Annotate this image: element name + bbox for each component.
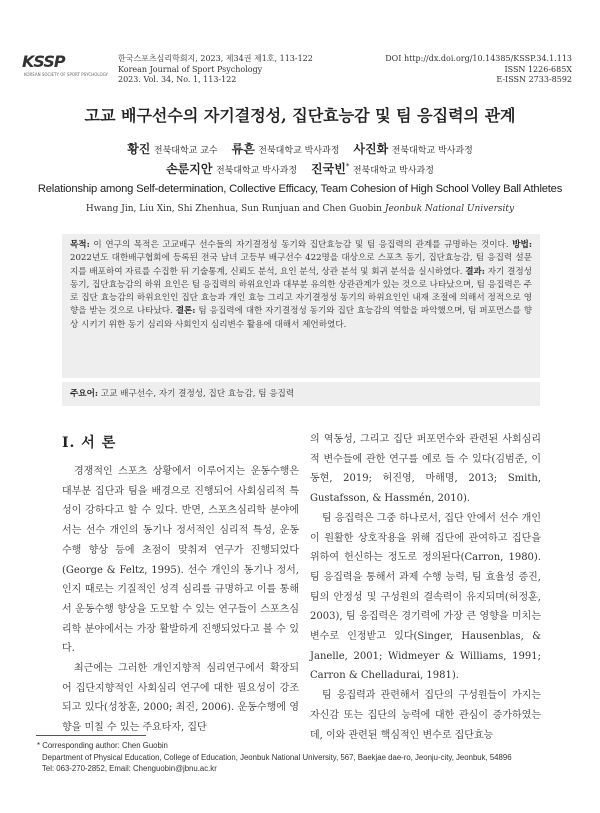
body-column-right xyxy=(310,430,541,745)
body-paragraph: 최근에는 그러한 개인지향적 심리연구에서 확장되어 집단지향적인 사회심리 연구에 대한 필요성이 강조되고 있다(성창훈, 2000; 최진, 2006). 운동수행에 영향을 미칠 수 있는 주요타자, 집단 xyxy=(62,663,299,734)
purpose-label: 목적: xyxy=(70,240,90,250)
body-paragraph: 경쟁적인 스포츠 상황에서 이루어지는 운동수행은 대부분 집단과 팀을 배경으로 진행되어 사회심리적 특성이 강하다고 할 수 있다. 반면, 스포츠심리학 분야에서는 선수 개인의 동기나 정서적인 심리적 특성, 운동수행 향상 등에 초점이 맞춰져 연구가 진행되었다(George & Feltz, 1995). 선수 개인의 동기나 정서, 인지 때로는 기질적인 성격 심리를 규명하고 이를 통해서 운동수행 향상을 도모할 수 있는 연구들이 스포츠심리학 분야에서는 가장 활발하게 진행되었다고 볼 수 있다. xyxy=(62,466,299,655)
author-name: 손룬지안 xyxy=(166,162,213,176)
result-text: 자기 결정성 동기, 집단효능감의 하위 요인은 팀 응집력의 하위요인과 대부분 유의한 상관관계가 있는 것으로 나타났으며, 팀 응집력은 주로 집단 효능감의 하위요인인 집단 효능과 개인 효능 그리고 자기결정성 동기의 하위요인인 내재 조절에 의해서 정적으로 영향을 받는 것으로 나타났다. xyxy=(70,266,532,317)
footnote-rule xyxy=(36,735,146,736)
abstract-box xyxy=(62,234,540,378)
author-name: 사진화 xyxy=(353,142,389,156)
paper-title-ko: 고교 배구선수의 자기결정성, 집단효능감 및 팀 응집력의 관계 xyxy=(84,106,516,125)
method-text: 2022년도 대한배구협회에 등록된 전국 남녀 고등부 배구선수 422명을 대상으로 스포츠 동기, 집단효능감, 팀 응집력 설문지를 배포하여 자료를 수집한 뒤 기술통계, 신뢰도 분석, 요인 분석, 상관 분석 및 회귀 분석을 실시하였다. xyxy=(70,253,532,277)
author-name: 진국빈 xyxy=(311,162,346,176)
author-affiliation: 전북대학교 교수 xyxy=(153,146,218,156)
purpose-text: 이 연구의 목적은 고교배구 선수들의 자기결정성 동기와 집단효능감 및 팀 응집력의 관계를 규명하는 것이다. xyxy=(89,240,509,250)
corresponding-author-footnote xyxy=(37,740,512,775)
institution-en: Jeonbuk National University xyxy=(384,204,515,214)
body-paragraph: 팀 응집력과 관련해서 집단의 구성원들이 가지는 자신감 또는 집단의 능력에 대한 관심이 증가하였는데, 이와 관련된 핵심적인 변수로 집단효능 xyxy=(310,690,541,741)
journal-volume: 2023. Vol. 34, No. 1, 113-122 xyxy=(118,75,237,84)
logo-text: KSSP xyxy=(22,52,65,71)
author-name: 황진 xyxy=(127,142,151,156)
author-affiliation: 전북대학교 박사과정 xyxy=(352,166,434,176)
footnote-contact: Tel: 063-270-2852, Email: Chenguobin@jbnu.ac.kr xyxy=(42,764,217,773)
conclusion-text: 팀 응집력에 대한 자기결정성 동기와 집단 효능감의 역할을 파악했으며, 팀 퍼포먼스를 향상 시키기 위한 동기 심리와 사회인지 심리변수 활용에 대해서 제언하였다. xyxy=(70,306,532,330)
author-affiliation: 전북대학교 박사과정 xyxy=(215,166,298,176)
doi: DOI http://dx.doi.org/10.14385/KSSP.34.1.113 xyxy=(385,54,572,63)
authors-en xyxy=(0,204,600,214)
paper-title-en: Relationship among Self-determination, Collective Efficacy, Team Cohesion of High School Volley Ball Athletes xyxy=(37,183,563,195)
footnote-author: * Corresponding author: Chen Guobin xyxy=(37,741,168,750)
issn: ISSN 1226-685X xyxy=(504,64,572,74)
author-affiliation: 전북대학교 박사과정 xyxy=(391,146,473,156)
authors-line-2 xyxy=(0,160,600,177)
footnote-address: Department of Physical Education, College of Education, Jeonbuk National University, 567, Baekjae dae-ro, Jeonju-city, Jeonbuk, 54896 xyxy=(42,752,512,762)
corresponding-mark: * xyxy=(345,162,350,171)
author-affiliation: 전북대학교 박사과정 xyxy=(258,146,340,156)
journal-ko: 한국스포츠심리학회지, 2023, 제34권 제1호, 113-122 xyxy=(118,54,313,63)
keywords-box xyxy=(62,382,540,406)
keywords-text: 고교 배구선수, 자기 결정성, 집단 효능감, 팀 응집력 xyxy=(98,389,295,399)
result-label: 결과: xyxy=(465,266,485,277)
journal-info xyxy=(118,54,313,86)
authors-line-1 xyxy=(0,140,600,157)
author-name: 류흔 xyxy=(231,142,255,156)
journal-en: Korean Journal of Sport Psychology xyxy=(118,64,263,74)
method-label: 방법: xyxy=(512,240,533,250)
page-header xyxy=(0,0,600,95)
body-paragraph: 팀 응집력은 그중 하나로서, 집단 안에서 선수 개인이 원활한 상호작용을 위해 집단에 관여하고 집단을 위하여 헌신하는 정도로 정의된다(Carron, 1980). 팀 응집력을 통해서 과제 수행 능력, 팀 효율성 증진, 팀의 안정성 및 구성원의 결속력이 유지되며(허정훈, 2003), 팀 응집력은 경기력에 가장 큰 영향을 미치는 변수로 인정받고 있다(Singer, Hausenblas, & Janelle, 2001; Widmeyer & Williams, 1991; Carron & Chelladurai, 1981). xyxy=(310,512,541,682)
logo-subtitle: KOREAN SOCIETY OF SPORT PSYCHOLOGY xyxy=(24,72,108,77)
journal-logo xyxy=(22,52,108,82)
keywords-label: 주요어: xyxy=(70,389,99,399)
section-heading: Ⅰ. 서 론 xyxy=(62,435,117,451)
body-paragraph: 의 역동성, 그리고 집단 퍼포먼수와 관련된 사회심리적 변수들에 관한 연구를 예로 들 수 있다(김범준, 이동현, 2019; 허진영, 마해명, 2013; Smith, Gustafsson, & Hassmén, 2010). xyxy=(310,434,541,505)
authors-en-names: Hwang Jin, Liu Xin, Shi Zhenhua, Sun Runjuan and Chen Guobin xyxy=(85,204,382,214)
body-column-left xyxy=(62,462,299,738)
conclusion-label: 결론: xyxy=(175,306,196,317)
eissn: E-ISSN 2733-8592 xyxy=(496,75,572,84)
publication-ids xyxy=(385,54,572,86)
